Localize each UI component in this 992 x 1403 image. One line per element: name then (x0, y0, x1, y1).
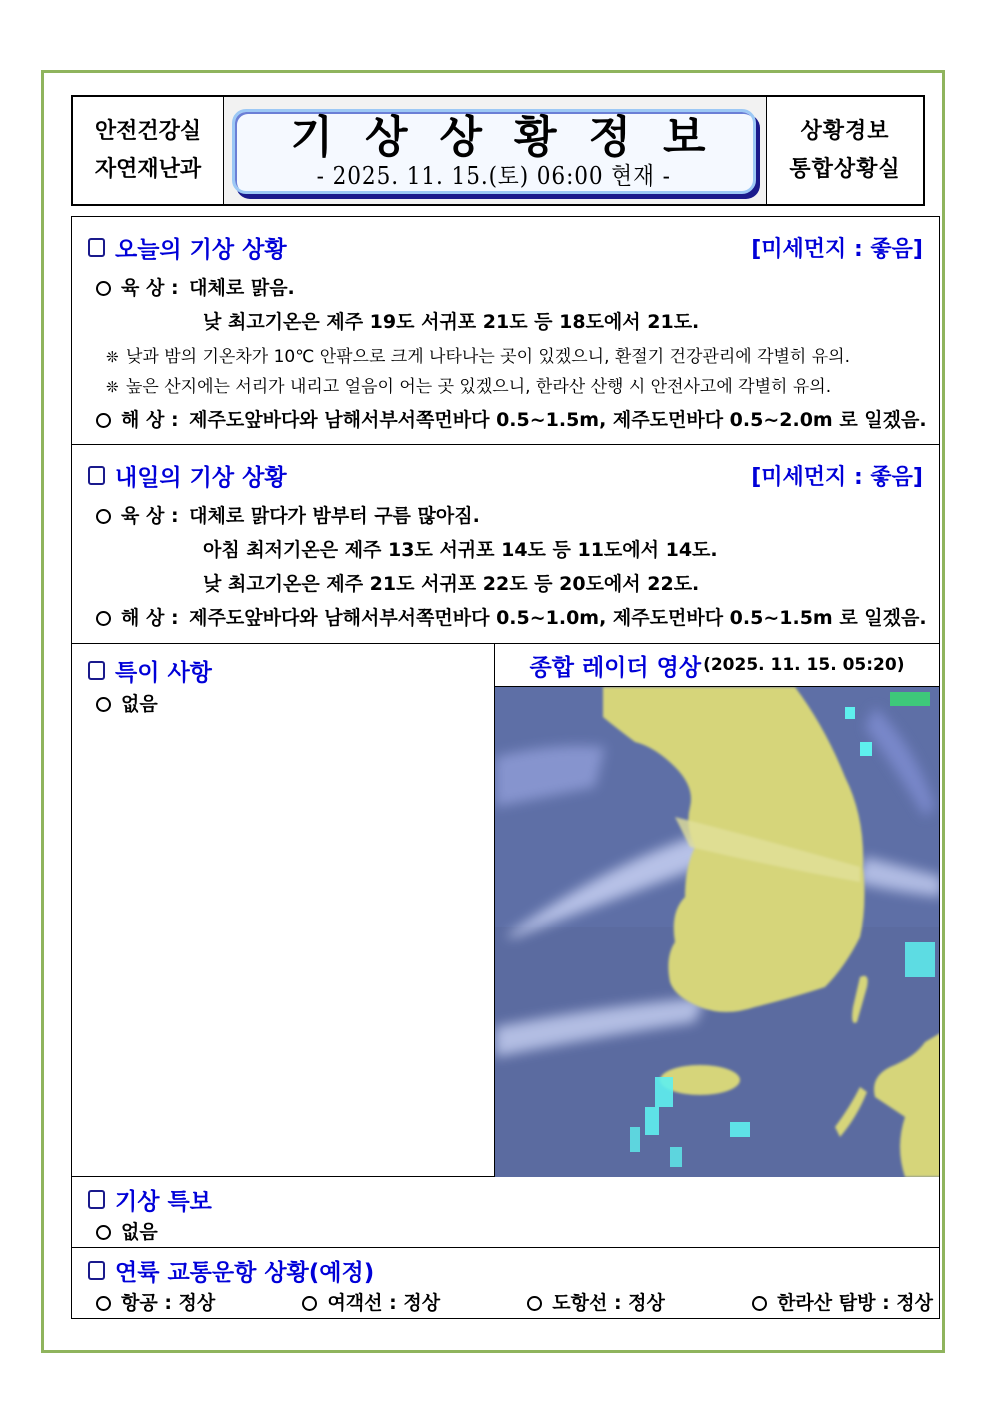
transport-air (96, 1288, 215, 1315)
sea-text: 제주도앞바다와 남해서부서쪽먼바다 0.5~1.5m, 제주도먼바다 0.5~2.0m 로 일겠음. (189, 409, 927, 431)
radar-map (495, 687, 939, 1177)
note-text: 높은 산지에는 서리가 내리고 얼음이 어는 곳 있겠으니, 한라산 산행 시 안전사고에 각별히 유의. (126, 377, 832, 397)
title-plate (232, 109, 756, 194)
transport-status-list (96, 1288, 933, 1315)
report-body (71, 216, 940, 1319)
sea-label: 해 상 : (121, 607, 179, 629)
section-title-text: 특이 사항 (115, 660, 212, 686)
title-area (224, 97, 766, 204)
transport-ferry (302, 1288, 440, 1315)
checkbox-icon (88, 466, 105, 485)
section-title-text: 오늘의 기상 상황 (115, 237, 287, 263)
tomorrow-sea-line (96, 603, 927, 630)
department-block (73, 97, 224, 204)
special-item (96, 689, 158, 716)
section-title-text: 연륙 교통운항 상황(예정) (115, 1260, 375, 1286)
land-label: 육 상 : (121, 505, 179, 527)
section-title-warning (88, 1183, 212, 1216)
circle-bullet-icon (96, 413, 111, 428)
department-line1: 안전건강실 (94, 118, 202, 144)
department-line2: 자연재난과 (94, 156, 202, 182)
section-warning (72, 1177, 939, 1248)
section-title-transport (88, 1254, 374, 1287)
radar-title: 종합 레이더 영상 (529, 654, 702, 681)
section-today (72, 217, 939, 445)
circle-bullet-icon (527, 1296, 542, 1311)
radar-header (494, 644, 939, 687)
checkbox-icon (88, 1190, 105, 1209)
transport-label: 여객선 : 정상 (327, 1292, 441, 1314)
today-land-line1 (96, 273, 295, 300)
section-title-today (88, 231, 287, 264)
circle-bullet-icon (96, 697, 111, 712)
report-title: 기상상황정보 (290, 111, 738, 163)
section-tomorrow (72, 445, 939, 644)
transport-label: 항공 : 정상 (121, 1292, 216, 1314)
office-line1: 상황경보 (800, 118, 890, 144)
section-title-text: 기상 특보 (115, 1189, 212, 1215)
fine-dust-tomorrow: [미세먼지 : 좋음] (751, 465, 923, 490)
circle-bullet-icon (96, 1225, 111, 1240)
tomorrow-land-line3: 낮 최고기온은 제주 21도 서귀포 22도 등 20도에서 22도. (203, 573, 700, 595)
warning-text: 없음 (121, 1221, 158, 1243)
today-sea-line (96, 405, 927, 432)
asterisk-icon: ❊ (106, 378, 119, 396)
circle-bullet-icon (96, 281, 111, 296)
note-text: 낮과 밤의 기온차가 10℃ 안팎으로 크게 나타나는 곳이 있겠으니, 환절기 건강관리에 각별히 유의. (126, 347, 850, 367)
transport-label: 도항선 : 정상 (552, 1292, 665, 1314)
report-header (71, 95, 925, 206)
circle-bullet-icon (752, 1296, 767, 1311)
office-line2: 통합상황실 (789, 156, 901, 182)
today-note-1 (106, 342, 850, 367)
tomorrow-land-line1 (96, 501, 480, 528)
radar-image (494, 687, 939, 1177)
land-text: 대체로 맑다가 밤부터 구름 많아짐. (189, 505, 480, 527)
today-land-line2: 낮 최고기온은 제주 19도 서귀포 21도 등 18도에서 21도. (203, 311, 700, 333)
circle-bullet-icon (96, 611, 111, 626)
special-text: 없음 (121, 693, 158, 715)
transport-hallasan-trail (752, 1288, 933, 1315)
fine-dust-today: [미세먼지 : 좋음] (751, 237, 923, 262)
section-title-text: 내일의 기상 상황 (115, 465, 287, 491)
checkbox-icon (88, 1261, 105, 1280)
transport-label: 한라산 탐방 : 정상 (777, 1292, 933, 1314)
warning-item (96, 1217, 158, 1244)
circle-bullet-icon (302, 1296, 317, 1311)
land-label: 육 상 : (121, 277, 179, 299)
section-transport (72, 1248, 939, 1319)
today-note-2 (106, 372, 831, 397)
asterisk-icon: ❊ (106, 348, 119, 366)
sea-text: 제주도앞바다와 남해서부서쪽먼바다 0.5~1.0m, 제주도먼바다 0.5~1.5m 로 일겠음. (189, 607, 927, 629)
tomorrow-land-line2: 아침 최저기온은 제주 13도 서귀포 14도 등 11도에서 14도. (203, 539, 718, 561)
sea-label: 해 상 : (121, 409, 179, 431)
section-title-tomorrow (88, 459, 287, 492)
transport-island-ferry (527, 1288, 665, 1315)
checkbox-icon (88, 661, 105, 680)
radar-timestamp: (2025. 11. 15. 05:20) (703, 655, 905, 675)
report-datetime: - 2025. 11. 15.(토) 06:00 현재 - (316, 161, 672, 190)
office-block (766, 97, 923, 204)
checkbox-icon (88, 238, 105, 257)
circle-bullet-icon (96, 509, 111, 524)
land-text: 대체로 맑음. (189, 277, 295, 299)
section-title-special (88, 654, 212, 687)
circle-bullet-icon (96, 1296, 111, 1311)
